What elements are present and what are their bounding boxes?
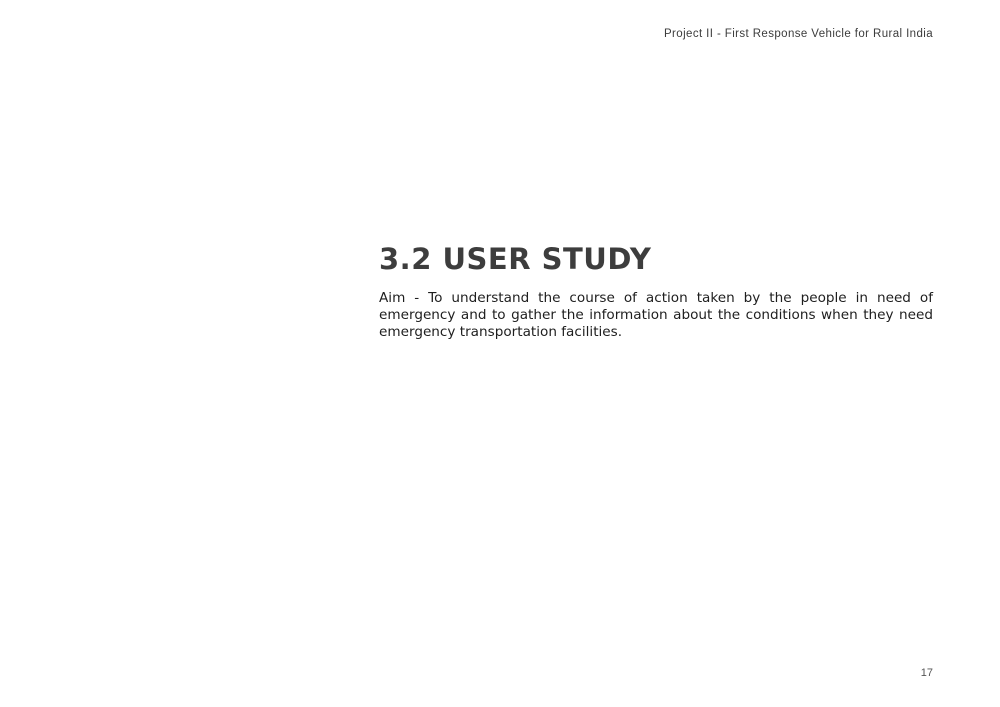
aim-paragraph: Aim - To understand the course of action taken by the people in need of emergency and to gather the information about the conditions when they need emergency transportation facilities. xyxy=(379,290,933,340)
section-title: 3.2 USER STUDY xyxy=(379,242,652,276)
section-content xyxy=(379,240,933,341)
page-number: 17 xyxy=(920,667,933,679)
running-header: Project II - First Response Vehicle for Rural India xyxy=(663,28,933,40)
